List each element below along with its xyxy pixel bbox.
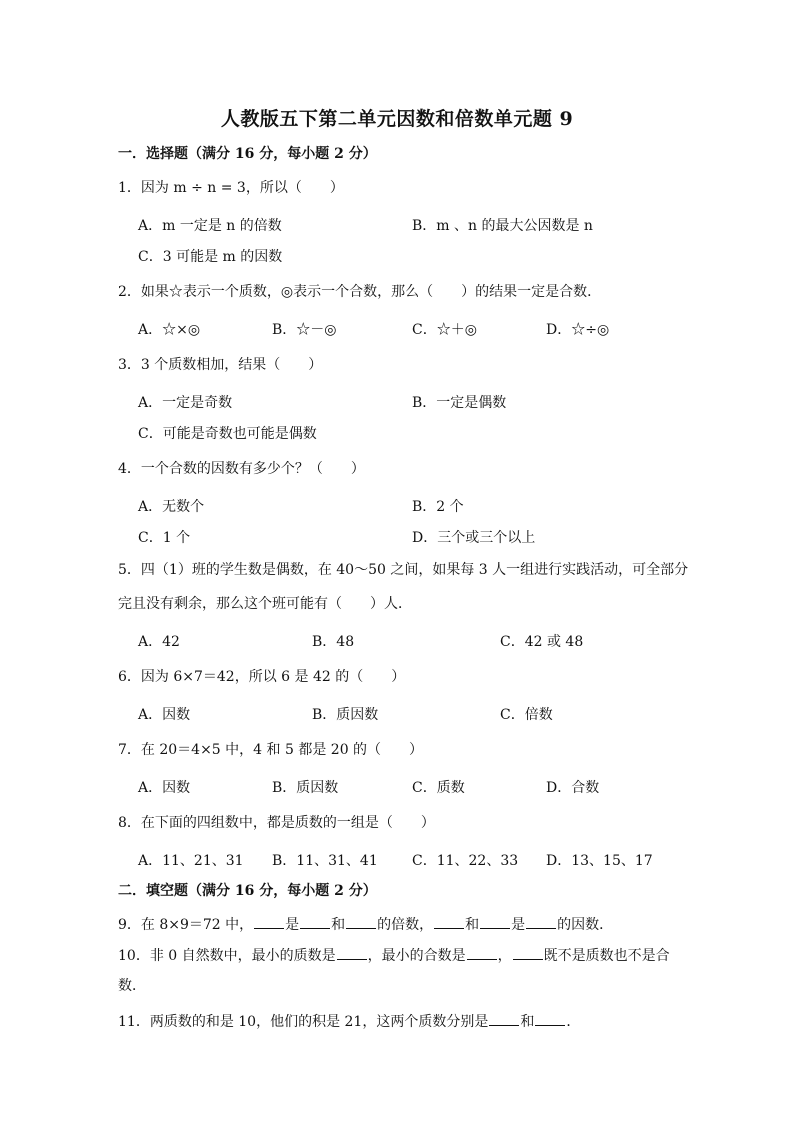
- question-4-option-a[interactable]: A．无数个: [138, 499, 205, 515]
- question-11-text: ．: [566, 1014, 581, 1030]
- question-6-option-a[interactable]: A．因数: [138, 707, 191, 723]
- question-9-text: 9．在 8×9＝72 中，: [118, 917, 254, 933]
- question-4-option-c[interactable]: C．1 个: [138, 530, 191, 546]
- answer-blank[interactable]: [480, 914, 510, 929]
- question-10-text: ，: [497, 948, 512, 964]
- question-8-option-c[interactable]: C．11、22、33: [412, 853, 519, 869]
- section-heading-choice: 一．选择题（满分 16 分，每小题 2 分）: [118, 146, 377, 162]
- question-4-stem: 4．一个合数的因数有多少个？（ ）: [118, 461, 365, 477]
- question-5-option-c[interactable]: C．42 或 48: [500, 634, 584, 650]
- question-9-text: 是: [285, 917, 300, 933]
- answer-blank[interactable]: [434, 914, 464, 929]
- question-6-option-b[interactable]: B．质因数: [312, 707, 379, 723]
- question-4-option-b[interactable]: B．2 个: [412, 499, 464, 515]
- question-6-option-c[interactable]: C．倍数: [500, 707, 553, 723]
- answer-blank[interactable]: [254, 914, 284, 929]
- question-9: [118, 914, 613, 935]
- question-5-option-b[interactable]: B．48: [312, 634, 355, 650]
- question-10-text: 既不是质数也不是合: [543, 948, 670, 964]
- question-7-option-d[interactable]: D．合数: [546, 780, 600, 796]
- question-1-option-b[interactable]: B．m 、n 的最大公因数是 n: [412, 218, 593, 234]
- question-9-text: 是: [511, 917, 526, 933]
- question-9-text: 的倍数，: [377, 917, 434, 933]
- answer-blank[interactable]: [300, 914, 330, 929]
- question-9-text: 的因数．: [557, 917, 614, 933]
- answer-blank[interactable]: [535, 1011, 565, 1026]
- question-2-option-c[interactable]: C．☆＋◎: [412, 322, 477, 338]
- section-heading-fill: 二．填空题（满分 16 分，每小题 2 分）: [118, 883, 377, 899]
- question-11: [118, 1011, 580, 1032]
- question-8-option-d[interactable]: D．13、15、17: [546, 853, 653, 869]
- question-10-continued: 数．: [118, 978, 146, 994]
- question-10-text: 10．非 0 自然数中，最小的质数是: [118, 948, 336, 964]
- answer-blank[interactable]: [489, 1011, 519, 1026]
- question-4-option-d[interactable]: D．三个或三个以上: [412, 530, 536, 546]
- question-3-stem: 3．3 个质数相加，结果（ ）: [118, 357, 323, 373]
- question-3-option-b[interactable]: B．一定是偶数: [412, 395, 507, 411]
- question-1-stem: 1．因为 m ÷ n = 3，所以（ ）: [118, 180, 344, 196]
- question-9-text: 和: [465, 917, 480, 933]
- question-1-option-c[interactable]: C．3 可能是 m 的因数: [138, 249, 283, 265]
- answer-blank[interactable]: [346, 914, 376, 929]
- question-3-option-c[interactable]: C．可能是奇数也可能是偶数: [138, 426, 317, 442]
- question-7-stem: 7．在 20＝4×5 中，4 和 5 都是 20 的（ ）: [118, 742, 424, 758]
- question-7-option-a[interactable]: A．因数: [138, 780, 191, 796]
- question-10: [118, 945, 670, 966]
- question-11-text: 11．两质数的和是 10，他们的积是 21，这两个质数分别是: [118, 1014, 489, 1030]
- question-5-option-a[interactable]: A．42: [138, 634, 180, 650]
- answer-blank[interactable]: [526, 914, 556, 929]
- question-5-stem-continued: 完且没有剩余，那么这个班可能有（ ）人．: [118, 596, 412, 612]
- question-8-stem: 8．在下面的四组数中，都是质数的一组是（ ）: [118, 815, 435, 831]
- answer-blank[interactable]: [337, 945, 367, 960]
- question-2-option-a[interactable]: A．☆×◎: [138, 322, 201, 338]
- question-7-option-c[interactable]: C．质数: [412, 780, 465, 796]
- question-11-text: 和: [520, 1014, 535, 1030]
- answer-blank[interactable]: [513, 945, 543, 960]
- question-8-option-a[interactable]: A．11、21、31: [138, 853, 244, 869]
- question-9-text: 和: [331, 917, 346, 933]
- question-8-option-b[interactable]: B．11、31、41: [272, 853, 378, 869]
- question-6-stem: 6．因为 6×7＝42，所以 6 是 42 的（ ）: [118, 669, 406, 685]
- page-title: 人教版五下第二单元因数和倍数单元题 9: [220, 108, 574, 130]
- question-10-text: ，最小的合数是: [367, 948, 466, 964]
- answer-blank[interactable]: [467, 945, 497, 960]
- question-2-stem: 2．如果☆表示一个质数，◎表示一个合数，那么（ ）的结果一定是合数．: [118, 284, 602, 300]
- question-5-stem: 5．四（1）班的学生数是偶数，在 40～50 之间，如果每 3 人一组进行实践活动，可全部分: [118, 562, 689, 578]
- question-3-option-a[interactable]: A．一定是奇数: [138, 395, 233, 411]
- question-2-option-b[interactable]: B．☆－◎: [272, 322, 337, 338]
- question-1-option-a[interactable]: A．m 一定是 n 的倍数: [138, 218, 282, 234]
- question-7-option-b[interactable]: B．质因数: [272, 780, 339, 796]
- question-2-option-d[interactable]: D．☆÷◎: [546, 322, 610, 338]
